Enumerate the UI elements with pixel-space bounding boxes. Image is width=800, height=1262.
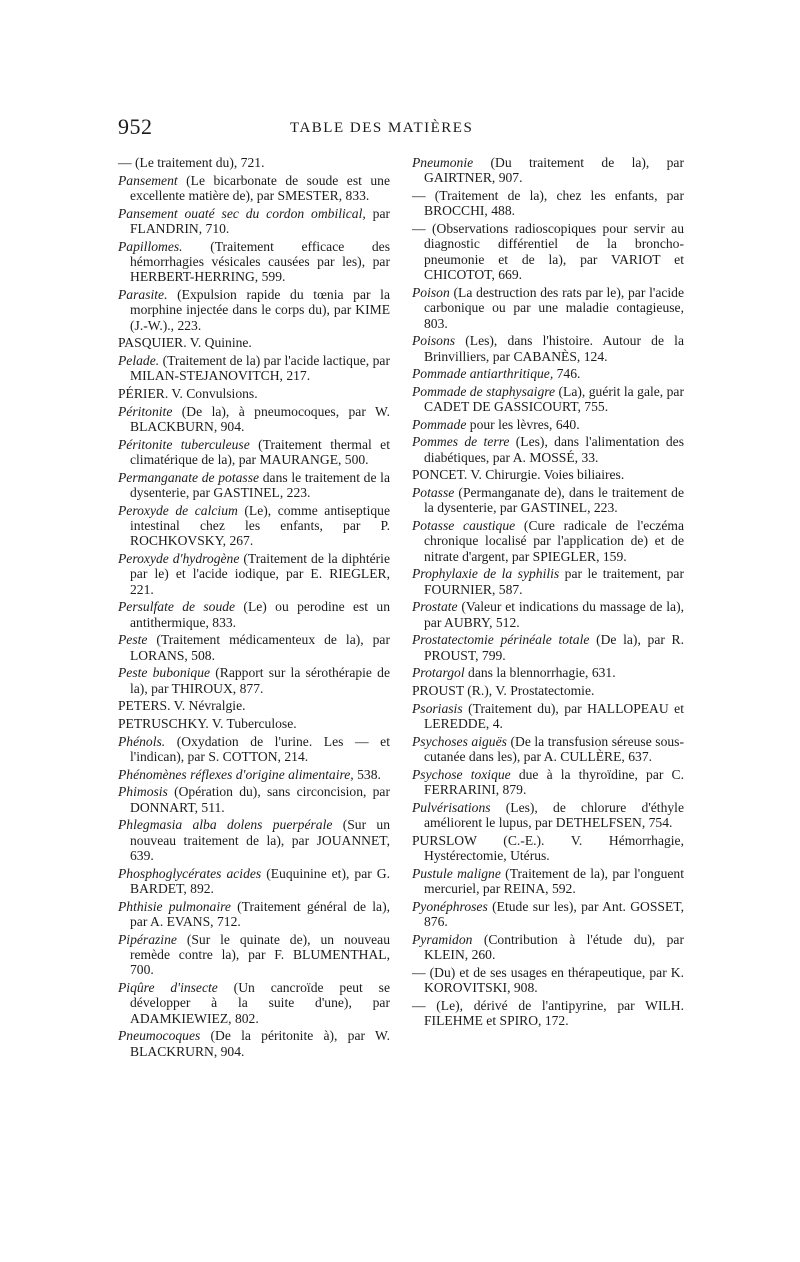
entry-text: (Un cancroïde peut se développer à la suite d'une), par ADAMKIEWIEZ, 802. [130, 980, 390, 1026]
entry-text: (Rapport sur la sérothérapie de la), par THIROUX, 877. [130, 665, 390, 696]
entry-heading: Psoriasis [412, 700, 463, 716]
entry-text: (Oxydation de l'urine. Les — et l'indican), par S. COTTON, 214. [130, 733, 390, 764]
entry-heading: Prophylaxie de la syphilis [412, 566, 560, 582]
index-entry [412, 155, 684, 186]
index-entry [118, 1028, 390, 1059]
entry-heading: Peroxyde d'hydrogène [118, 551, 240, 566]
entry-text: (Cure radicale de l'eczéma chronique localisé par l'application de) et de nitrate d'argent, par SPIEGLER, 159. [424, 518, 684, 564]
index-entry [412, 518, 684, 564]
entry-text: (Le bicarbonate de soude est une excellente matière de), par SMESTER, 833. [130, 172, 390, 203]
entry-text: (Expulsion rapide du tœnia par la morphine injectée dans le corps du), par KIME (J.-W.)., 223. [130, 287, 390, 333]
entry-text: (Contribution à l'étude du), par KLEIN, 260. [424, 931, 684, 962]
index-entry [118, 734, 390, 765]
index-entry [412, 467, 684, 482]
index-entry [118, 551, 390, 597]
index-entry [412, 866, 684, 897]
index-entry [412, 434, 684, 465]
entry-text: (Euquinine et), par G. BARDET, 892. [130, 865, 390, 896]
entry-heading: Pelade. [118, 353, 160, 368]
entry-text: dans la blennorrhagie, 631. [464, 665, 616, 681]
entry-heading: Prostate [412, 599, 458, 615]
entry-heading: Phosphoglycérates acides [118, 865, 262, 881]
index-entry [118, 386, 390, 401]
entry-heading: Pansement ouaté sec du cordon ombilical, [118, 205, 366, 221]
entry-text: PROUST (R.), V. Prostatectomie. [412, 683, 595, 698]
entry-heading: Peste bubonique [118, 665, 211, 681]
entry-heading: Phlegmasia alba dolens puerpérale [118, 817, 333, 833]
entry-heading: Protargol [412, 665, 465, 681]
index-entry [412, 485, 684, 516]
entry-heading: Phénomènes réflexes d'origine alimentaire, [118, 766, 354, 782]
index-entry [412, 366, 684, 381]
index-entry [412, 734, 684, 765]
entry-heading: Pustule maligne [412, 865, 501, 881]
index-entry [118, 784, 390, 815]
entry-heading: Phthisie pulmonaire [118, 898, 231, 914]
entry-text: (Traitement du), par HALLOPEAU et LEREDDE, 4. [424, 700, 684, 731]
entry-text: (Traitement efficace des hémorrhagies vésicales causées par les), par HERBERT-HERRING, 599. [130, 238, 390, 285]
entry-text: (Etude sur les), par Ant. GOSSET, 876. [424, 898, 684, 929]
entry-heading: Piqûre d'insecte [118, 980, 218, 995]
entry-text: (Sur un nouveau traitement de la), par JOUANNET, 639. [130, 817, 390, 863]
index-entry [412, 965, 684, 996]
entry-text: (Du traitement de la), par GAIRTNER, 907. [424, 155, 684, 186]
entry-text: (Le), comme antiseptique intestinal chez les enfants, par P. ROCHKOVSKY, 267. [130, 502, 390, 549]
entry-heading: Pyonéphroses [412, 898, 488, 914]
entry-text: (Sur le quinate de), un nouveau remède contre la), par F. BLUMENTHAL, 700. [130, 931, 390, 978]
entry-text: — (Le traitement du), 721. [118, 155, 265, 170]
index-entry [412, 998, 684, 1029]
index-entry [412, 188, 684, 219]
entry-text: (De la), par R. PROUST, 799. [424, 632, 685, 663]
entry-text: (Les), dans l'histoire. Autour de la Brinvilliers, par CABANÈS, 124. [424, 333, 684, 364]
entry-text: (Le) ou perodine est un antithermique, 833. [130, 599, 390, 630]
index-entry [412, 683, 684, 698]
entry-heading: Persulfate de soude [118, 599, 236, 615]
entry-heading: Poison [412, 284, 450, 300]
entry-text: (Traitement général de la), par A. EVANS, 712. [130, 898, 391, 929]
index-entry [118, 980, 390, 1026]
entry-text: 538. [353, 766, 381, 782]
entry-heading: Phénols. [118, 733, 166, 749]
entry-text: — (Observations radioscopiques pour servir au diagnostic différentiel de la broncho-pneumonie et de la), par VARIOT et CHICOTOT, 669. [412, 221, 684, 283]
index-entry [118, 206, 390, 237]
entry-text: (De la péritonite à), par W. BLACKRURN, 904. [130, 1028, 390, 1059]
index-entry [118, 404, 390, 435]
index-entry [412, 599, 684, 630]
index-entry [118, 239, 390, 285]
entry-text: (De la transfusion séreuse sous-cutanée dans les), par A. CULLÈRE, 637. [424, 733, 684, 764]
index-entry [412, 899, 684, 930]
entry-heading: Pyramidon [412, 931, 473, 947]
entry-heading: Psychoses aiguës [412, 733, 507, 749]
entry-text: (Traitement médicamenteux de la), par LORANS, 508. [130, 632, 390, 663]
index-entry [412, 767, 684, 798]
entry-heading: Pneumocoques [118, 1028, 201, 1044]
index-column-right [412, 155, 684, 1031]
entry-text: (Traitement de la), par l'onguent mercuriel, par REINA, 592. [424, 865, 684, 896]
index-entry [118, 503, 390, 549]
index-entry [118, 817, 390, 863]
index-entry [118, 470, 390, 501]
entry-text: PASQUIER. V. Quinine. [118, 335, 252, 351]
index-column-left [118, 155, 390, 1061]
entry-text: par le traitement, par FOURNIER, 587. [424, 566, 684, 597]
entry-text: PONCET. V. Chirurgie. Voies biliaires. [412, 467, 625, 483]
entry-heading: Peroxyde de calcium [118, 502, 238, 518]
entry-text: (Les), de chlorure d'éthyle améliorent le lupus, par DETHELFSEN, 754. [424, 799, 684, 830]
entry-heading: Pommade [412, 416, 467, 432]
index-entry [118, 287, 390, 333]
entry-text: (Opération du), sans circoncision, par DONNART, 511. [130, 784, 390, 815]
index-entry [118, 173, 390, 204]
entry-text: (Permanganate de), dans le traitement de la dysenterie, par GASTINEL, 223. [424, 485, 684, 516]
entry-text: — (Le), dérivé de l'antipyrine, par WILH. FILEHME et SPIRO, 172. [412, 997, 684, 1028]
index-entry [412, 333, 684, 364]
entry-text: par FLANDRIN, 710. [130, 205, 391, 236]
entry-heading: Psychose toxique [412, 766, 511, 782]
entry-heading: Péritonite tuberculeuse [118, 436, 250, 452]
index-entry [412, 833, 684, 864]
entry-text: — (Traitement de la), chez les enfants, par BROCCHI, 488. [412, 188, 684, 219]
entry-heading: Pommade de staphysaigre [412, 383, 556, 399]
entry-text: (Traitement de la diphtérie par le) et l'acide iodique, par E. RIEGLER, 221. [130, 551, 390, 597]
index-entry [118, 665, 390, 696]
index-entry [118, 716, 390, 731]
page-header [0, 114, 800, 144]
entry-heading: Péritonite [118, 403, 173, 419]
entry-text: due à la thyroïdine, par C. FERRARINI, 879. [424, 766, 684, 797]
index-entry [118, 335, 390, 350]
page-number: 952 [118, 114, 153, 139]
entry-heading: Pipérazine [118, 931, 177, 947]
index-entry [118, 437, 390, 468]
index-entry [412, 701, 684, 732]
index-entry [412, 417, 684, 432]
index-entry [412, 800, 684, 831]
running-title: TABLE DES MATIÈRES [290, 120, 474, 136]
index-entry [118, 155, 390, 170]
entry-text: dans le traitement de la dysenterie, par GASTINEL, 223. [130, 469, 390, 500]
entry-text: PÉRIER. V. Convulsions. [118, 386, 258, 401]
entry-heading: Parasite. [118, 287, 168, 302]
entry-text: (De la), à pneumocoques, par W. BLACKBURN, 904. [130, 403, 390, 434]
entry-heading: Pansement [118, 172, 178, 188]
entry-text: PURSLOW (C.-E.). V. Hémorrhagie, Hystérectomie, Utérus. [412, 832, 684, 863]
entry-text: (Valeur et indications du massage de la), par AUBRY, 512. [424, 599, 684, 630]
entry-heading: Pneumonie [412, 155, 474, 170]
entry-text: — (Du) et de ses usages en thérapeutique, par K. KOROVITSKI, 908. [412, 964, 684, 995]
index-entry [118, 899, 390, 930]
entry-heading: Prostatectomie périnéale totale [412, 632, 590, 648]
index-entry [118, 698, 390, 713]
entry-heading: Papillomes. [118, 238, 183, 254]
entry-heading: Potasse [412, 485, 455, 500]
entry-heading: Potasse caustique [412, 518, 516, 533]
entry-text: (Traitement de la) par l'acide lactique, par MILAN-STEJANOVITCH, 217. [130, 353, 390, 384]
entry-text: (Traitement thermal et climatérique de la), par MAURANGE, 500. [130, 436, 390, 467]
index-entry [118, 866, 390, 897]
entry-heading: Poisons [412, 333, 456, 349]
index-entry [412, 221, 684, 283]
index-entry [412, 566, 684, 597]
index-entry [412, 384, 684, 415]
entry-heading: Pommade antiarthritique, [412, 366, 554, 382]
index-entry [118, 353, 390, 384]
index-entry [412, 285, 684, 331]
entry-heading: Phimosis [118, 784, 168, 800]
entry-heading: Permanganate de potasse [118, 469, 260, 485]
entry-heading: Pulvérisations [412, 799, 491, 815]
index-entry [118, 632, 390, 663]
index-entry [412, 932, 684, 963]
entry-text: 746. [553, 366, 581, 382]
index-entry [412, 665, 684, 680]
entry-text: (Les), dans l'alimentation des diabétiques, par A. MOSSÉ, 33. [424, 434, 685, 465]
entry-text: PETERS. V. Névralgie. [118, 698, 246, 714]
entry-text: pour les lèvres, 640. [466, 416, 580, 432]
index-entry [118, 932, 390, 978]
entry-text: (La), guérit la gale, par CADET DE GASSICOURT, 755. [424, 383, 684, 415]
entry-heading: Peste [118, 632, 148, 648]
index-entry [118, 767, 390, 782]
index-entry [412, 632, 684, 663]
entry-heading: Pommes de terre [412, 434, 510, 450]
entry-text: (La destruction des rats par le), par l'acide carbonique ou par une maladie contagieuse, 803. [424, 284, 684, 331]
index-entry [118, 599, 390, 630]
entry-text: PETRUSCHKY. V. Tuberculose. [118, 716, 297, 731]
